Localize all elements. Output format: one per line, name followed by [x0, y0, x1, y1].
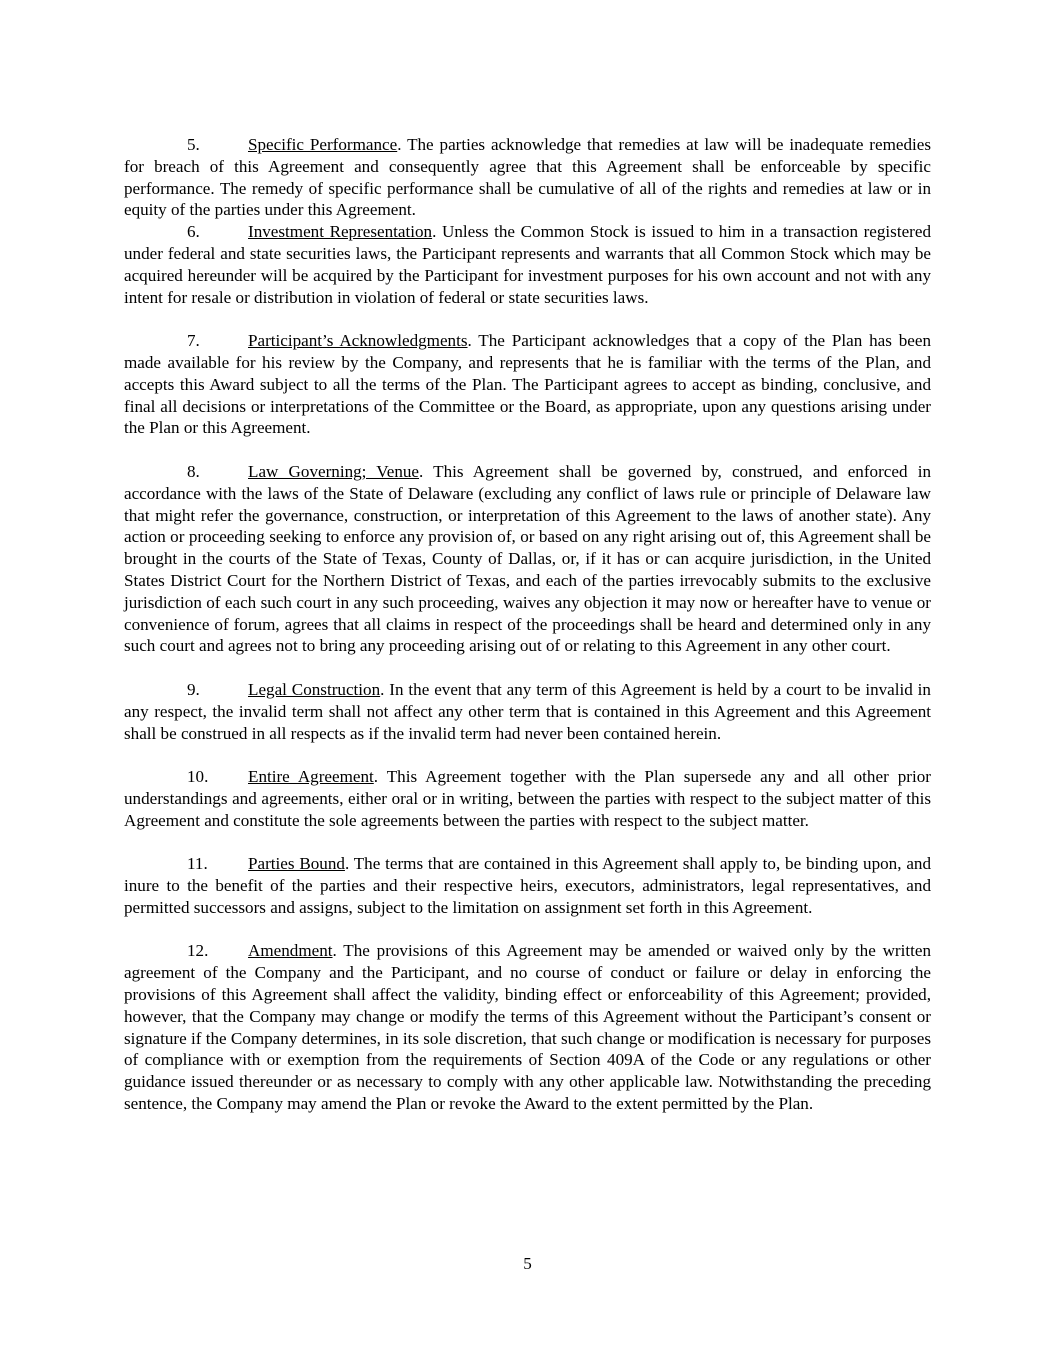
section-number: 10. [187, 767, 209, 787]
section-7 [124, 330, 931, 439]
section-heading: Law Governing; Venue [248, 461, 420, 481]
section-number: 8. [187, 461, 200, 481]
section-body: . In the event that any term of this Agreement is held by a court to be invalid in any respect, the invalid term shall not affect any other term that is contained in this Agreement and this Agreement shall be construed in all respects as if the invalid term had never been contained herein. [124, 679, 931, 743]
section-heading: Entire Agreement [248, 767, 374, 787]
section-10 [124, 766, 931, 831]
section-heading: Participant’s Acknowledgments [248, 331, 468, 351]
section-number: 7. [187, 331, 200, 351]
section-heading: Specific Performance [248, 135, 398, 154]
section-heading: Investment Representation [248, 222, 433, 242]
section-number: 11. [187, 854, 208, 874]
section-12 [124, 940, 931, 1114]
section-8 [124, 461, 931, 657]
section-number: 12. [187, 941, 209, 961]
section-9 [124, 679, 931, 744]
section-body: . This Agreement shall be governed by, construed, and enforced in accordance with the laws of the State of Delaware (excluding any conflict of laws rule or principle of Delaware law that might refer the governance, construction, or interpretation of this Agreement to the laws of another state). Any action or proceeding seeking to enforce any provision of, or based on any right arising out of, this Agreement shall be brought in the courts of the State of Texas, County of Dallas, or, if it has or can acquire jurisdiction, in the United States District Court for the Northern District of Texas, and each of the parties irrevocably submits to the exclusive jurisdiction of each such court in any such proceeding, waives any objection it may now or hereafter have to venue or convenience of forum, agrees that all claims in respect of the proceedings shall be heard and determined only in any such court and agrees not to bring any proceeding arising out of or relating to this Agreement in any other court. [124, 461, 931, 656]
section-heading: Parties Bound [248, 854, 345, 874]
document-page [124, 134, 931, 1115]
section-heading: Amendment [248, 941, 333, 961]
section-number: 5. [187, 135, 200, 154]
section-number: 9. [187, 679, 200, 699]
section-body: . Unless the Common Stock is issued to him in a transaction registered under federal and state securities laws, the Participant represents and warrants that all Common Stock which may be acquired hereunder will be acquired by the Participant for investment purposes for his own account and not with any intent for resale or distribution in violation of federal or state securities laws. [124, 222, 931, 307]
section-body: . The terms that are contained in this Agreement shall apply to, be binding upon, and inure to the benefit of the parties and their respective heirs, executors, administrators, legal representatives, and permitted successors and assigns, subject to the limitation on assignment set forth in this Agreement. [124, 854, 932, 917]
section-5 [124, 134, 931, 221]
section-11 [124, 853, 931, 918]
section-6 [124, 221, 931, 308]
section-number: 6. [187, 222, 200, 242]
section-body: . This Agreement together with the Plan supersede any and all other prior understandings and agreements, either oral or in writing, between the parties with respect to the subject matter of this Agreement and constitute the sole agreements between the parties with respect to the subject matter. [124, 767, 931, 830]
section-heading: Legal Construction [248, 679, 381, 699]
page-number: 5 [523, 1254, 532, 1273]
section-body: . The parties acknowledge that remedies at law will be inadequate remedies for breach of this Agreement and consequently agree that this Agreement shall be enforceable by specific performance. The remedy of specific performance shall be cumulative of all of the rights and remedies at law or in equity of the parties under this Agreement. [124, 135, 932, 220]
section-body: . The provisions of this Agreement may be amended or waived only by the written agreement of the Company and the Participant, and no course of conduct or failure or delay in enforcing the provisions of this Agreement shall affect the validity, binding effect or enforceability of this Agreement; provided, however, that the Company may change or modify the terms of this Agreement without the Participant’s consent or signature if the Company determines, in its sole discretion, that such change or modification is necessary for purposes of compliance with or exemption from the requirements of Section 409A of the Code or any regulations or other guidance issued thereunder or as necessary to comply with any other applicable law. Notwithstanding the preceding sentence, the Company may amend the Plan or revoke the Award to the extent permitted by the Plan. [124, 941, 931, 1114]
section-body: . The Participant acknowledges that a copy of the Plan has been made available for his review by the Company, and represents that he is familiar with the terms of the Plan, and accepts this Award subject to all the terms of the Plan. The Participant agrees to accept as binding, conclusive, and final all decisions or interpretations of the Committee or the Board, as appropriate, upon any questions arising under the Plan or this Agreement. [124, 331, 931, 438]
